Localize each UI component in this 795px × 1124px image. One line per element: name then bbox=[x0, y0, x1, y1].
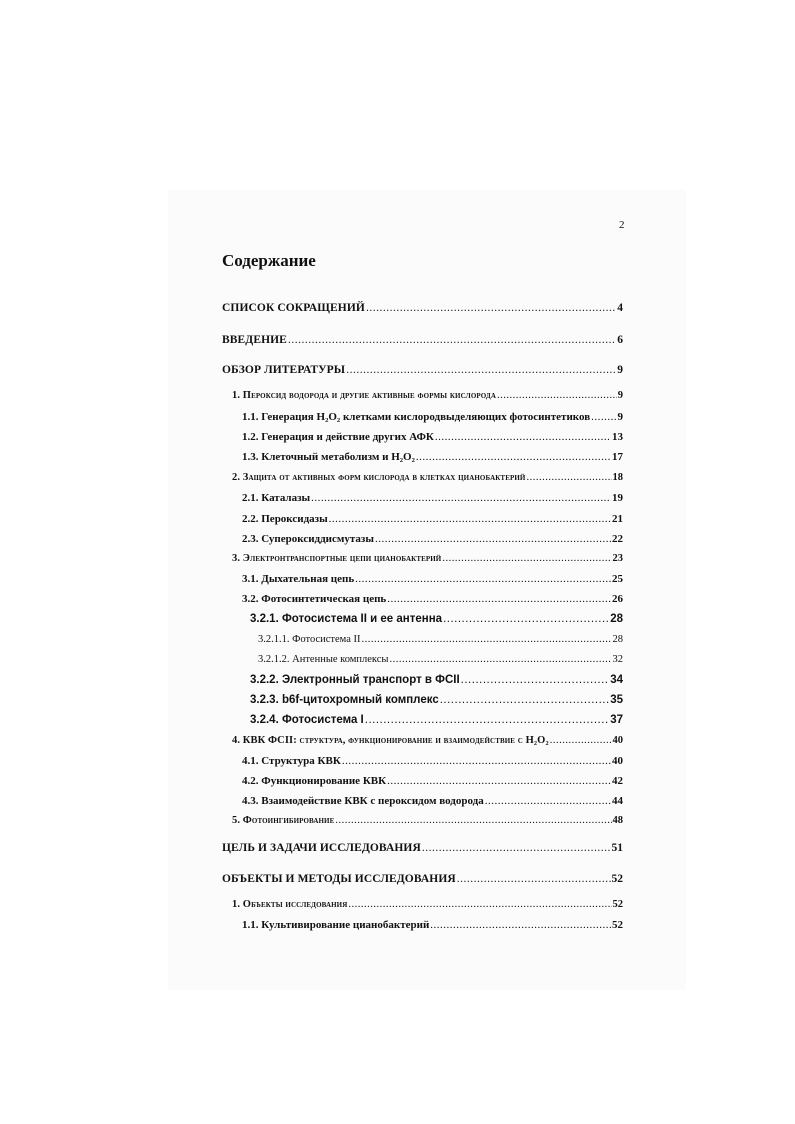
toc-entry-label: СПИСОК СОКРАЩЕНИЙ bbox=[222, 302, 365, 314]
toc-entry-label: ВВЕДЕНИЕ bbox=[222, 334, 287, 346]
toc-entry-page: 4 bbox=[617, 302, 623, 314]
toc-entry-label: 3.2.1.2. Антенные комплексы bbox=[258, 654, 389, 665]
toc-entry[interactable] bbox=[232, 815, 623, 826]
toc-entry[interactable] bbox=[242, 775, 623, 787]
toc-entry-page: 34 bbox=[610, 674, 623, 686]
toc-entry-label: 1. Объекты исследования bbox=[232, 899, 348, 910]
toc-leader-dots bbox=[591, 411, 616, 423]
toc-entry[interactable] bbox=[232, 735, 623, 746]
toc-entry-page: 52 bbox=[612, 919, 623, 931]
toc-entry-label: ЦЕЛЬ И ЗАДАЧИ ИССЛЕДОВАНИЯ bbox=[222, 842, 421, 854]
toc-entry-label: 3.1. Дыхательная цепь bbox=[242, 573, 355, 585]
toc-entry-page: 37 bbox=[610, 714, 623, 726]
toc-leader-dots bbox=[430, 919, 611, 931]
toc-entry[interactable] bbox=[222, 873, 623, 885]
toc-leader-dots bbox=[457, 873, 611, 885]
toc-entry[interactable] bbox=[222, 302, 623, 314]
toc-entry-page: 13 bbox=[612, 431, 623, 443]
toc-entry-page: 9 bbox=[617, 364, 623, 376]
toc-entry[interactable] bbox=[232, 553, 623, 564]
toc-entry-label: 1.2. Генерация и действие других АФК bbox=[242, 431, 434, 443]
toc-entry-page: 9 bbox=[617, 390, 623, 401]
toc-entry-page: 32 bbox=[612, 654, 623, 665]
toc-entry-page: 44 bbox=[612, 795, 623, 807]
toc-leader-dots bbox=[526, 472, 611, 483]
toc-entry-label: 1.1. Культивирование цианобактерий bbox=[242, 919, 430, 931]
toc-entry-label: 3.2.4. Фотосистема I bbox=[250, 714, 364, 726]
toc-entry-label: 1. Пероксид водорода и другие активные формы кислорода bbox=[232, 390, 497, 401]
toc-leader-dots bbox=[461, 674, 610, 686]
toc-entry-page: 19 bbox=[612, 492, 623, 504]
toc-leader-dots bbox=[362, 634, 612, 645]
toc-entry-label: ОБЪЕКТЫ И МЕТОДЫ ИССЛЕДОВАНИЯ bbox=[222, 873, 456, 885]
toc-entry[interactable] bbox=[242, 513, 623, 525]
toc-leader-dots bbox=[342, 755, 611, 767]
toc-leader-dots bbox=[422, 842, 611, 854]
toc-entry-label: 1.1. Генерация H₂O₂ клетками кислородвыделяющих фотосинтетиков bbox=[242, 411, 591, 423]
toc-entry[interactable] bbox=[250, 694, 623, 706]
toc-entry-label: ОБЗОР ЛИТЕРАТУРЫ bbox=[222, 364, 346, 376]
toc-entry-page: 25 bbox=[612, 573, 623, 585]
toc-leader-dots bbox=[375, 533, 611, 545]
toc-entry-page: 23 bbox=[612, 553, 623, 564]
toc-entry-page: 28 bbox=[612, 634, 623, 645]
toc-entry[interactable] bbox=[232, 472, 623, 483]
toc-leader-dots bbox=[365, 714, 609, 726]
toc-entry-label: 1.3. Клеточный метаболизм и H₂O₂ bbox=[242, 451, 415, 463]
toc-leader-dots bbox=[485, 795, 611, 807]
toc-entry-label: 2.1. Каталазы bbox=[242, 492, 311, 504]
toc-entry-page: 40 bbox=[612, 755, 623, 767]
toc-entry-page: 42 bbox=[612, 775, 623, 787]
toc-leader-dots bbox=[335, 815, 611, 826]
toc-leader-dots bbox=[550, 735, 612, 746]
page-title: Содержание bbox=[222, 251, 316, 270]
toc-entry[interactable] bbox=[242, 919, 623, 931]
toc-leader-dots bbox=[311, 492, 611, 504]
toc-leader-dots bbox=[390, 654, 612, 665]
toc-entry-label: 4.1. Структура КВК bbox=[242, 755, 341, 767]
toc-entry-page: 40 bbox=[612, 735, 623, 746]
toc-leader-dots bbox=[329, 513, 611, 525]
toc-entry-page: 51 bbox=[611, 842, 623, 854]
toc-leader-dots bbox=[435, 431, 611, 443]
toc-entry[interactable] bbox=[250, 613, 623, 625]
toc-leader-dots bbox=[348, 899, 611, 910]
toc-entry-page: 52 bbox=[611, 873, 623, 885]
toc-entry-page: 6 bbox=[617, 334, 623, 346]
toc-entry[interactable] bbox=[258, 654, 623, 665]
toc-entry-page: 17 bbox=[612, 451, 623, 463]
toc-entry[interactable] bbox=[242, 411, 623, 423]
toc-entry-page: 18 bbox=[612, 472, 623, 483]
toc-entry-label: 4. КВК ФСII: структура, функционирование и взаимодействие с H₂O₂ bbox=[232, 735, 549, 746]
toc-entry[interactable] bbox=[242, 431, 623, 443]
toc-entry-page: 48 bbox=[612, 815, 623, 826]
toc-entry-label: 3. Электронтранспортные цепи цианобактерий bbox=[232, 553, 442, 564]
toc-entry-label: 3.2.2. Электронный транспорт в ФСII bbox=[250, 674, 460, 686]
toc-entry[interactable] bbox=[232, 390, 623, 401]
toc-entry[interactable] bbox=[242, 593, 623, 605]
toc-entry[interactable] bbox=[242, 573, 623, 585]
toc-entry[interactable] bbox=[242, 755, 623, 767]
toc-entry-label: 3.2.1. Фотосистема II и ее антенна bbox=[250, 613, 443, 625]
toc-entry[interactable] bbox=[222, 842, 623, 854]
toc-entry-label: 3.2.1.1. Фотосистема II bbox=[258, 634, 361, 645]
toc-leader-dots bbox=[416, 451, 611, 463]
page-number: 2 bbox=[619, 219, 625, 231]
toc-leader-dots bbox=[366, 302, 616, 314]
toc-entry-page: 52 bbox=[612, 899, 623, 910]
toc-leader-dots bbox=[387, 593, 611, 605]
toc-entry-label: 4.3. Взаимодействие КВК с пероксидом водорода bbox=[242, 795, 484, 807]
toc-leader-dots bbox=[440, 694, 609, 706]
toc-entry-page: 35 bbox=[610, 694, 623, 706]
toc-leader-dots bbox=[387, 775, 611, 787]
toc-entry-page: 21 bbox=[612, 513, 623, 525]
toc-entry-page: 9 bbox=[617, 411, 623, 423]
toc-entry-page: 22 bbox=[612, 533, 623, 545]
toc-entry-label: 4.2. Функционирование КВК bbox=[242, 775, 387, 787]
toc-entry[interactable] bbox=[242, 795, 623, 807]
toc-entry-label: 2.3. Супероксиддисмутазы bbox=[242, 533, 374, 545]
toc-entry[interactable] bbox=[222, 334, 623, 346]
toc-entry[interactable] bbox=[242, 533, 623, 545]
toc-entry-label: 3.2.3. b6f-цитохромный комплекс bbox=[250, 694, 439, 706]
toc-entry-label: 2.2. Пероксидазы bbox=[242, 513, 328, 525]
toc-entry-label: 2. Защита от активных форм кислорода в клетках цианобактерий bbox=[232, 472, 526, 483]
toc-entry[interactable] bbox=[250, 714, 623, 726]
toc-entry[interactable] bbox=[222, 364, 623, 376]
toc-entry[interactable] bbox=[242, 492, 623, 504]
toc-entry-label: 3.2. Фотосинтетическая цепь bbox=[242, 593, 387, 605]
toc-entry[interactable] bbox=[258, 634, 623, 645]
toc-leader-dots bbox=[288, 334, 616, 346]
toc-leader-dots bbox=[355, 573, 611, 585]
toc-leader-dots bbox=[442, 553, 611, 564]
toc-entry-page: 28 bbox=[610, 613, 623, 625]
toc-leader-dots bbox=[443, 613, 609, 625]
toc-entry[interactable] bbox=[242, 451, 623, 463]
toc-entry-label: 5. Фотоингибирование bbox=[232, 815, 335, 826]
toc-entry-page: 26 bbox=[612, 593, 623, 605]
toc-entry[interactable] bbox=[250, 674, 623, 686]
toc-entry[interactable] bbox=[232, 899, 623, 910]
toc-leader-dots bbox=[346, 364, 616, 376]
toc-leader-dots bbox=[497, 390, 617, 401]
